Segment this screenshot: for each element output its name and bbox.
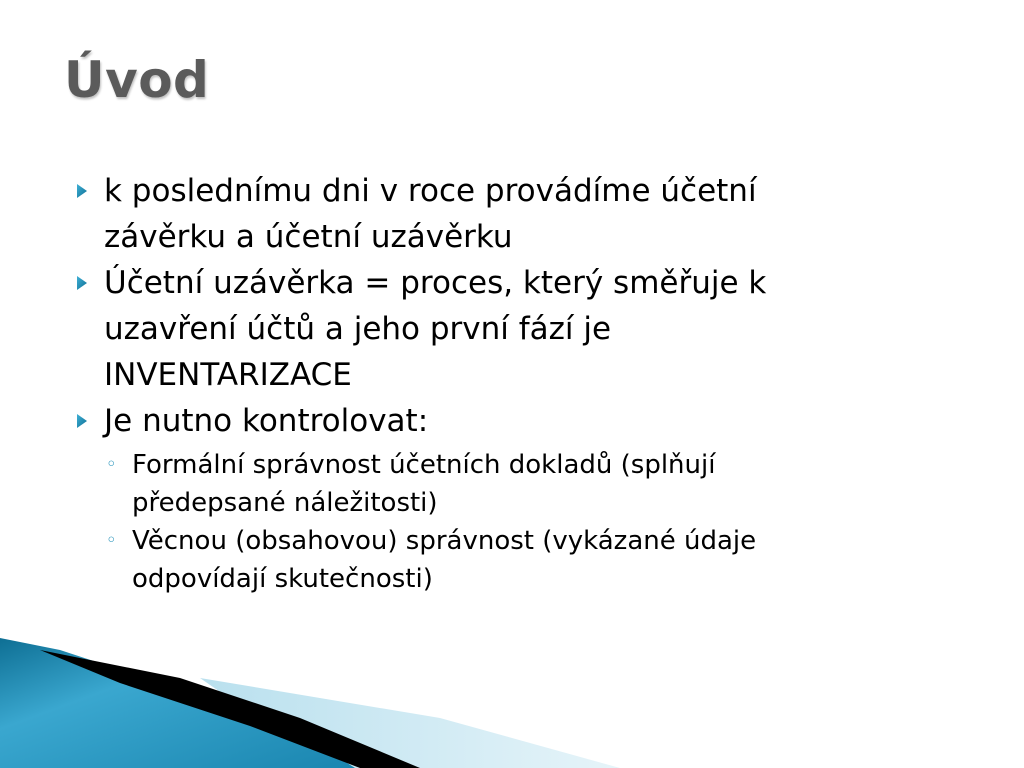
bullet-item: [74, 168, 934, 260]
hollow-circle-icon: ◦: [106, 530, 117, 551]
bullet-line: k poslednímu dni v roce provádíme účetní: [104, 173, 757, 209]
bullet-item: [74, 398, 934, 444]
decorative-swoosh: [0, 638, 1024, 768]
sub-bullet-item: [104, 522, 934, 598]
triangle-right-icon: [74, 168, 104, 214]
triangle-right-icon: [74, 398, 104, 444]
hollow-circle-icon: ◦: [106, 454, 117, 475]
bullet-line: Věcnou (obsahovou) správnost (vykázané údaje: [132, 526, 757, 556]
triangle-right-icon: [74, 260, 104, 306]
sub-bullet-item: [104, 446, 934, 522]
bullet-line: Je nutno kontrolovat:: [104, 403, 429, 439]
slide-title: Úvod: [64, 51, 210, 109]
bullet-line: Účetní uzávěrka = proces, který směřuje k: [104, 265, 767, 301]
bullet-item: [74, 260, 934, 398]
bullet-line: závěrku a účetní uzávěrku: [104, 219, 513, 255]
bullet-line: Formální správnost účetních dokladů (splňují: [132, 450, 716, 480]
bullet-line: INVENTARIZACE: [104, 357, 352, 393]
bullet-line: odpovídají skutečnosti): [132, 564, 433, 594]
bullet-line: předepsané náležitosti): [132, 488, 438, 518]
bullet-line: uzavření účtů a jeho první fází je: [104, 311, 612, 347]
bullet-list: [74, 168, 934, 598]
